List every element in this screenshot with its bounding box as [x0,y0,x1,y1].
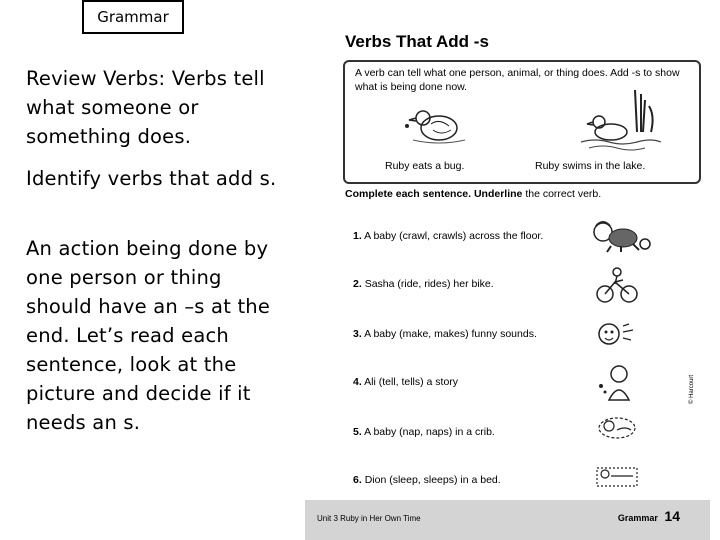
sentence-number: 6. [353,474,362,486]
action-explanation-text: An action being done by one person or thing should have an –s at the end. Let’s read each sentence, look at the picture and decide if it needs an s. [26,237,271,434]
sentence-number: 4. [353,376,362,388]
header-title: Grammar [97,8,169,26]
worksheet-title: Verbs That Add -s [345,32,489,51]
sentence-number: 2. [353,278,362,290]
sentence-2 [353,278,494,290]
identify-verbs-text: Identify verbs that add s. [26,167,277,190]
review-verbs-text: Review Verbs: Verbs tell what someone or something does. [26,67,265,148]
footer-page-label [618,508,680,524]
sentence-text: A baby (crawl, crawls) across the floor. [364,230,544,242]
storytelling-illustration [595,362,639,402]
caption-swims: Ruby swims in the lake. [535,160,646,172]
sentence-text: A baby (nap, naps) in a crib. [364,426,495,438]
instructions-bold: Complete each sentence. Underline [345,188,523,200]
sentence-text: A baby (make, makes) funny sounds. [364,328,537,340]
sentence-number: 3. [353,328,362,340]
worksheet-page [305,14,710,540]
verb-rule-box [343,60,701,184]
footer-unit-title: Unit 3 Ruby in Her Own Time [317,514,421,523]
sentence-4 [353,376,458,388]
sentence-text: Ali (tell, tells) a story [364,376,459,388]
instructions-rest: the correct verb. [525,188,602,200]
ruby-duck-eating-illustration [403,96,475,148]
verb-rule-text: A verb can tell what one person, animal, or thing does. Add -s to show what is being done now. [355,67,680,93]
footer-page-number: 14 [664,508,680,524]
sentence-3 [353,328,537,340]
sentence-1 [353,230,543,242]
sentence-text: Dion (sleep, sleeps) in a bed. [364,474,501,486]
sentence-number: 1. [353,230,362,242]
copyright-text: © Harcourt [689,374,695,404]
worksheet-footer [305,500,710,540]
bike-riding-illustration [595,266,639,304]
sleeping-in-bed-illustration [593,458,641,492]
sentence-number: 5. [353,426,362,438]
baby-making-sounds-illustration [595,318,639,348]
ruby-duck-swimming-illustration [575,86,665,152]
crawling-baby-illustration [591,218,653,254]
caption-eats: Ruby eats a bug. [385,160,465,172]
sentence-5 [353,426,495,438]
footer-grammar-label: Grammar [617,513,658,523]
header-title-box [82,0,184,34]
sentence-6 [353,474,501,486]
baby-napping-illustration [595,412,639,442]
worksheet-instructions [345,188,601,200]
sentence-text: Sasha (ride, rides) her bike. [364,278,494,290]
